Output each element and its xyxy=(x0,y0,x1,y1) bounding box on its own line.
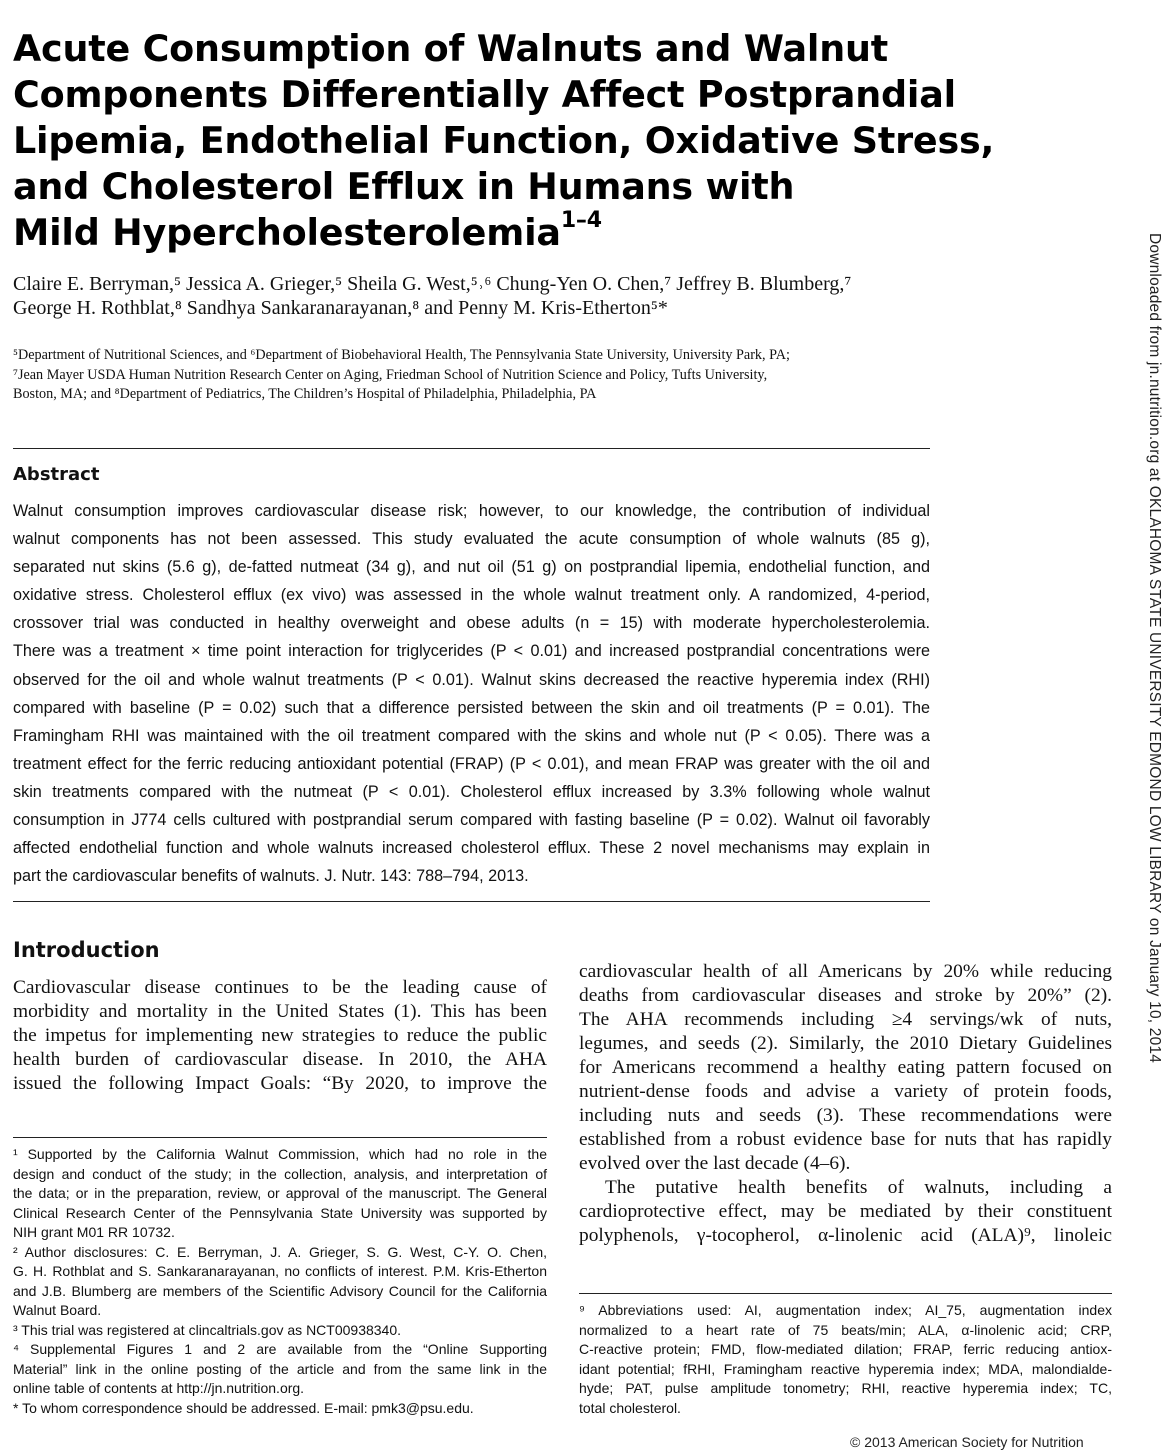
footnote-line: ³ This trial was registered at clincaltrials.gov as NCT00938340. xyxy=(13,1321,402,1338)
footnote-line: Walnut Board. xyxy=(13,1302,102,1318)
footnote-line: ⁴ Supplemental Figures 1 and 2 are available from the “Online Supporting xyxy=(13,1341,547,1357)
article-title xyxy=(13,26,995,256)
footnote-line: online table of contents at http://jn.nutrition.org. xyxy=(13,1380,305,1396)
abstract-line: observed for the oil and whole walnut treatments (P < 0.01). Walnut skins decreased the reactive hyperemia index (RHI) xyxy=(13,670,930,689)
body-line: polyphenols, γ-tocopherol, α-linolenic acid (ALA)⁹, linoleic xyxy=(579,1225,1112,1246)
copyright-notice: © 2013 American Society for Nutrition xyxy=(850,1434,1084,1450)
footnote-line: C-reactive protein; FMD, flow-mediated dilation; FRAP, ferric reducing antiox- xyxy=(579,1341,1112,1357)
abstract-line: affected endothelial function and whole walnuts increased cholesterol efflux. These 2 novel mechanisms may explain in xyxy=(13,839,930,858)
abstract-line: Framingham RHI was maintained with the oil treatment compared with the skins and whole nut (P < 0.05). There was a xyxy=(13,726,930,745)
body-line: legumes, and seeds (2). Similarly, the 2010 Dietary Guidelines xyxy=(579,1033,1112,1054)
title-line: and Cholesterol Efflux in Humans with xyxy=(13,165,795,208)
title-superscript: 1–4 xyxy=(560,208,602,233)
abstract-line: part the cardiovascular benefits of walnuts. J. Nutr. 143: 788–794, 2013. xyxy=(13,867,529,886)
introduction-left-column xyxy=(13,976,547,1096)
footnote-rule-right xyxy=(579,1293,1112,1294)
author-line: George H. Rothblat,⁸ Sandhya Sankaranarayanan,⁸ and Penny M. Kris-Etherton⁵* xyxy=(13,297,668,319)
footnote-line: ⁹ Abbreviations used: AI, augmentation index; AI_75, augmentation index xyxy=(579,1302,1112,1318)
footnote-line: design and conduct of the study; in the collection, analysis, and interpretation of xyxy=(13,1165,547,1182)
title-line-last xyxy=(13,210,963,256)
footnote-line: ¹ Supported by the California Walnut Commission, which had no role in the xyxy=(13,1146,547,1162)
title-line: Mild Hypercholesterolemia xyxy=(13,211,561,254)
body-line: nutrient-dense foods and advise a variety of protein foods, xyxy=(579,1081,1112,1102)
abstract-line: oxidative stress. Cholesterol efflux (ex vivo) was assessed in the whole walnut treatment only. A randomized, 4-period, xyxy=(13,586,930,605)
abstract-line: skin treatments compared with the nutmeat (P < 0.01). Cholesterol efflux increased by 3.3% following whole walnut xyxy=(13,782,930,801)
abstract-line: treatment effect for the ferric reducing antioxidant potential (FRAP) (P < 0.01), and mean FRAP was greater with the oil and xyxy=(13,754,930,773)
abstract-line: There was a treatment × time point interaction for triglycerides (P < 0.01) and increased postprandial concentrations were xyxy=(13,642,930,661)
body-line: issued the following Impact Goals: “By 2020, to improve the xyxy=(13,1073,547,1094)
body-line: cardiovascular health of all Americans by 20% while reducing xyxy=(579,961,1112,982)
footnote-line: ² Author disclosures: C. E. Berryman, J. A. Grieger, S. G. West, C-Y. O. Chen, xyxy=(13,1243,547,1260)
body-line: the impetus for implementing new strategies to reduce the public xyxy=(13,1025,547,1046)
author-line: Claire E. Berryman,⁵ Jessica A. Grieger,⁵ Sheila G. West,⁵˒⁶ Chung-Yen O. Chen,⁷ Jeffrey B. Blumberg,⁷ xyxy=(13,273,852,295)
footnote-line: Clinical Research Center of the Pennsylvania State University was supported by xyxy=(13,1204,547,1221)
footnote-line: the data; or in the preparation, review, or approval of the manuscript. The General xyxy=(13,1185,547,1201)
footnote-line: hyde; PAT, pulse amplitude tonometry; RHI, reactive hyperemia index; TC, xyxy=(579,1380,1112,1396)
introduction-right-column xyxy=(579,960,1112,1248)
title-line: Acute Consumption of Walnuts and Walnut xyxy=(13,27,889,70)
footnote-line: Material” link in the online posting of the article and from the same link in the xyxy=(13,1360,547,1377)
body-line: Cardiovascular disease continues to be the leading cause of xyxy=(13,977,547,998)
footnote-line: idant potential; fRHI, Framingham reactive hyperemia index; MDA, malondialde- xyxy=(579,1360,1112,1377)
body-line: deaths from cardiovascular diseases and stroke by 20%” (2). xyxy=(579,985,1112,1006)
affiliations xyxy=(13,346,943,405)
body-line: established from a robust evidence base for nuts that has rapidly xyxy=(579,1129,1112,1150)
footnote-line: G. H. Rothblat and S. Sankaranarayanan, no conflicts of interest. P.M. Kris-Etherton xyxy=(13,1263,547,1279)
abstract-bottom-rule xyxy=(13,901,930,902)
download-watermark-text: Downloaded from jn.nutrition.org at OKLAHOMA STATE UNIVERSITY EDMOND LOW LIBRARY on January 10, 2014 xyxy=(1146,233,1163,1064)
introduction-heading: Introduction xyxy=(13,938,160,962)
abstract-line: compared with baseline (P = 0.02) such that a difference persisted between the skin and oil treatments (P = 0.01). The xyxy=(13,698,930,717)
body-line: cardioprotective effect, may be mediated by their constituent xyxy=(579,1201,1112,1222)
body-line: morbidity and mortality in the United States (1). This has been xyxy=(13,1001,547,1022)
footnote-line: normalized to a heart rate of 75 beats/min; ALA, α-linolenic acid; CRP, xyxy=(579,1321,1112,1338)
footnote-line: * To whom correspondence should be addressed. E-mail: pmk3@psu.edu. xyxy=(13,1399,474,1416)
abstract-line: crossover trial was conducted in healthy overweight and obese adults (n = 15) with moderate hypercholesterolemia. xyxy=(13,614,930,633)
title-line: Lipemia, Endothelial Function, Oxidative Stress, xyxy=(13,119,995,162)
affiliation-line: Boston, MA; and ⁸Department of Pediatrics, The Children’s Hospital of Philadelphia, Philadelphia, PA xyxy=(13,386,597,402)
abstract-line: consumption in J774 cells cultured with postprandial serum compared with fasting baseline (P = 0.02). Walnut oil favorably xyxy=(13,811,930,830)
body-line: The putative health benefits of walnuts, including a xyxy=(605,1177,1112,1198)
body-line: The AHA recommends including ≥4 servings/wk of nuts, xyxy=(579,1009,1112,1030)
abstract-body xyxy=(13,497,930,890)
footnotes-right xyxy=(579,1301,1112,1418)
footnote-line: total cholesterol. xyxy=(579,1399,681,1416)
footnotes-left xyxy=(13,1145,547,1418)
body-line: including nuts and seeds (3). These recommendations were xyxy=(579,1105,1112,1126)
abstract-heading: Abstract xyxy=(13,464,100,485)
download-watermark xyxy=(1143,233,1163,1233)
title-line: Components Differentially Affect Postprandial xyxy=(13,73,956,116)
affiliation-line: ⁷Jean Mayer USDA Human Nutrition Research Center on Aging, Friedman School of Nutrition Science and Policy, Tufts University, xyxy=(13,366,768,383)
footnote-rule-left xyxy=(13,1137,547,1138)
author-list xyxy=(13,272,933,320)
footnote-line: and J.B. Blumberg are members of the Scientific Advisory Council for the California xyxy=(13,1282,547,1299)
affiliation-line: ⁵Department of Nutritional Sciences, and ⁶Department of Biobehavioral Health, The Pennsylvania State University, University Park, PA; xyxy=(13,347,790,363)
abstract-line: walnut components has not been assessed. This study evaluated the acute consumption of whole walnuts (85 g), xyxy=(13,530,930,549)
body-line: evolved over the last decade (4–6). xyxy=(579,1153,851,1174)
footnote-line: NIH grant M01 RR 10732. xyxy=(13,1224,175,1240)
abstract-line: Walnut consumption improves cardiovascular disease risk; however, to our knowledge, the contribution of individual xyxy=(13,502,930,520)
abstract-top-rule xyxy=(13,448,930,449)
abstract-line: separated nut skins (5.6 g), de-fatted nutmeat (34 g), and nut oil (51 g) on postprandial lipemia, endothelial function, and xyxy=(13,558,930,577)
body-line: health burden of cardiovascular disease. In 2010, the AHA xyxy=(13,1049,547,1070)
body-line: for Americans recommend a healthy eating pattern focused on xyxy=(579,1057,1112,1078)
